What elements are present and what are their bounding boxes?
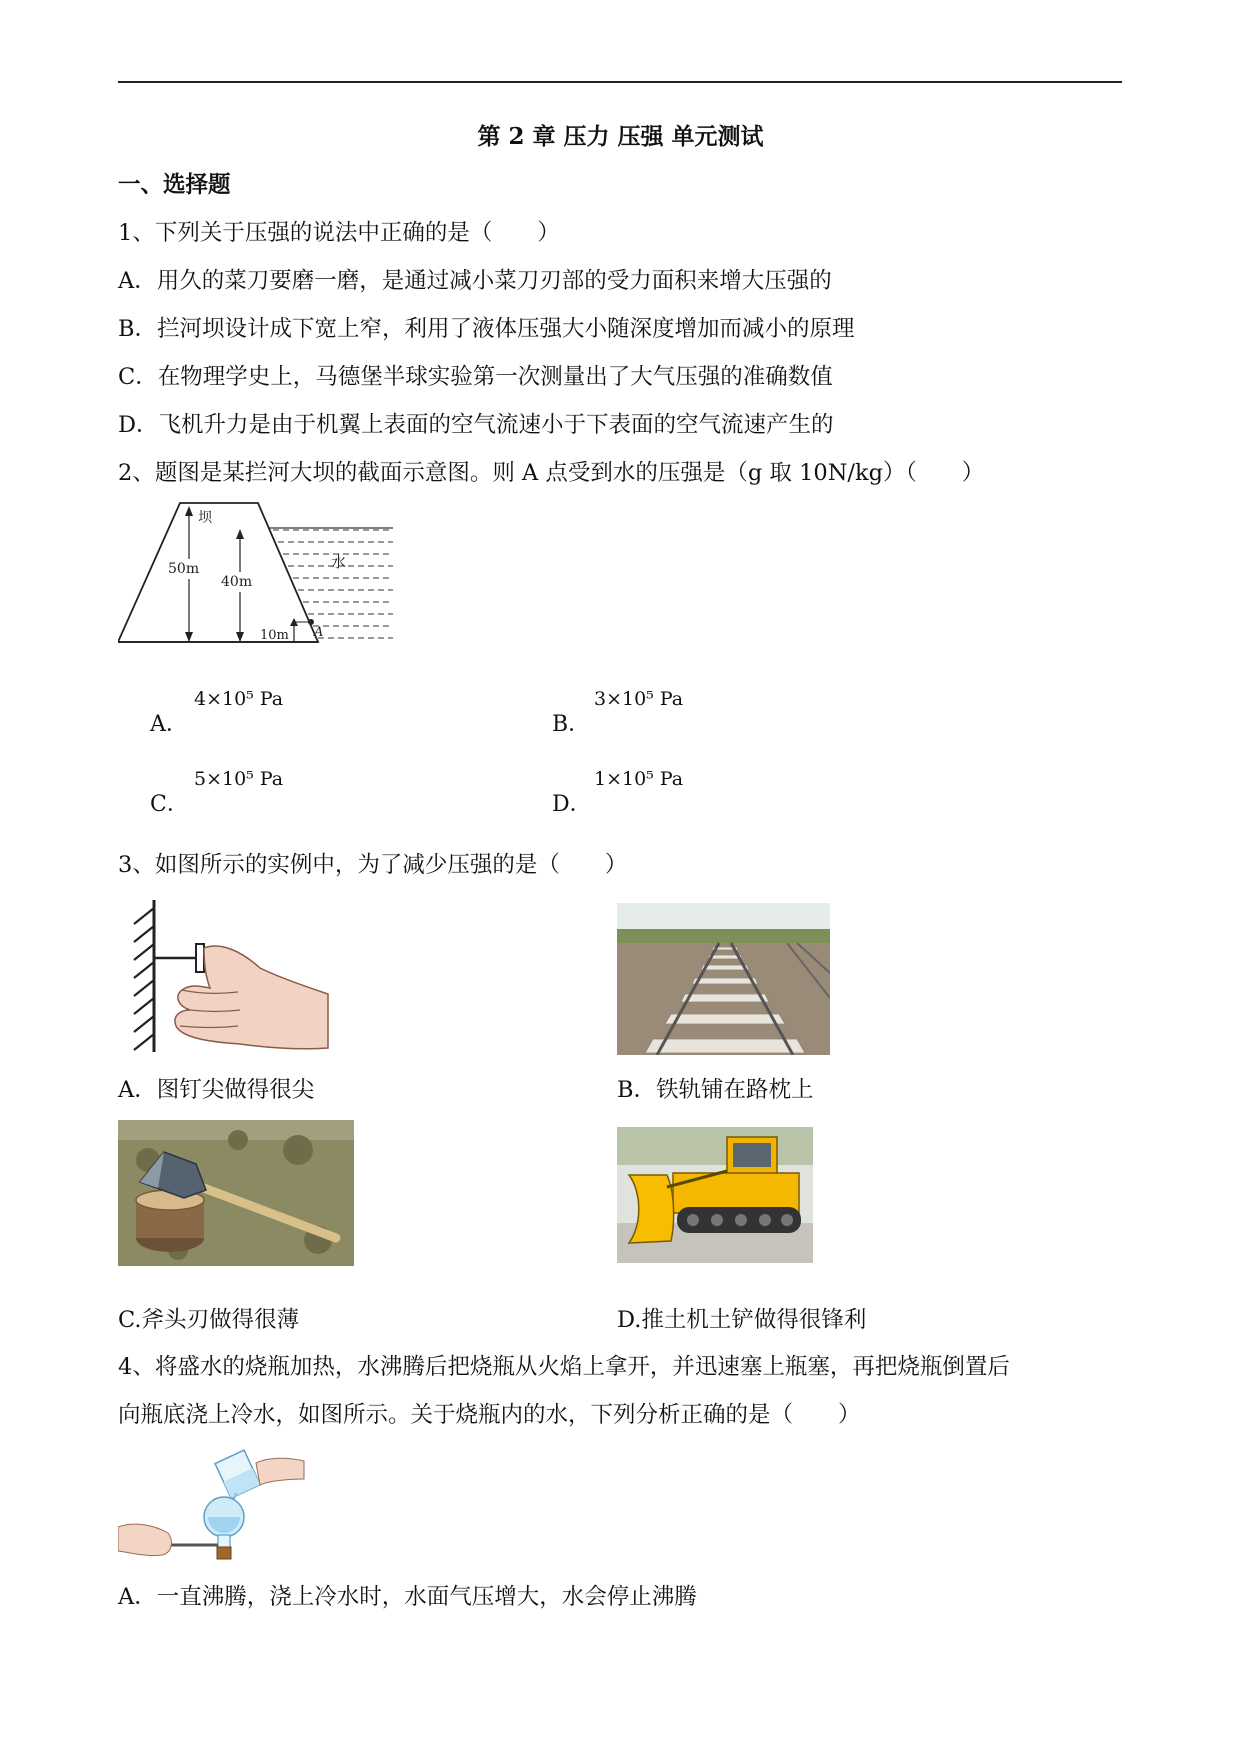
q1-option-c: C．在物理学史上，马德堡半球实验第一次测量出了大气压强的准确数值 (118, 364, 833, 390)
q1-option-b: B．拦河坝设计成下宽上窄，利用了液体压强大小随深度增加而减小的原理 (118, 316, 855, 342)
height-40-label: 40m (221, 574, 253, 590)
q3-option-d: D.推土机土铲做得很锋利 (617, 1307, 867, 1333)
q1-option-d: D．飞机升力是由于机翼上表面的空气流速小于下表面的空气流速产生的 (118, 412, 834, 438)
q3-option-a: A．图钉尖做得很尖 (118, 1077, 315, 1103)
q2-option-d-value: 1×10⁵ Pa (594, 768, 684, 790)
q4-stem-line2: 向瓶底浇上冷水，如图所示。关于烧瓶内的水，下列分析正确的是（ ） (118, 1402, 861, 1428)
dam-label: 坝 (198, 510, 212, 526)
q3-option-b: B．铁轨铺在路枕上 (617, 1077, 814, 1103)
q2-option-c-value: 5×10⁵ Pa (194, 768, 284, 790)
q4-option-a: A．一直沸腾，浇上冷水时，水面气压增大，水会停止沸腾 (118, 1584, 697, 1610)
q2-option-b-letter: B． (552, 712, 591, 737)
q4-stem-line1: 4、将盛水的烧瓶加热，水沸腾后把烧瓶从火焰上拿开，并迅速塞上瓶塞，再把烧瓶倒置后 (118, 1354, 1010, 1380)
q2-stem: 2、题图是某拦河大坝的截面示意图。则 A 点受到水的压强是（g 取 10N/kg）（ ） (118, 460, 985, 486)
q3-option-c: C.斧头刃做得很薄 (118, 1307, 300, 1333)
section-heading: 一、选择题 (118, 172, 231, 198)
point-a-label: A (314, 625, 324, 640)
height-10-label: 10m (260, 628, 289, 643)
dam-diagram (118, 500, 398, 648)
header-rule (118, 81, 1122, 83)
q3-stem: 3、如图所示的实例中，为了减少压强的是（ ） (118, 852, 628, 878)
q1-option-a: A．用久的菜刀要磨一磨，是通过减小菜刀刃部的受力面积来增大压强的 (118, 268, 832, 294)
q2-option-a-value: 4×10⁵ Pa (194, 688, 284, 710)
q2-option-d-letter: D． (552, 792, 592, 817)
dam-shape (118, 503, 318, 642)
height-50-label: 50m (168, 561, 200, 577)
railway-photo (617, 903, 830, 1055)
q1-stem: 1、下列关于压强的说法中正确的是（ ） (118, 220, 560, 246)
water-label: 水 (331, 553, 347, 571)
bulldozer-photo (617, 1127, 813, 1263)
q2-option-b-value: 3×10⁵ Pa (594, 688, 684, 710)
q2-option-c-letter: C． (150, 792, 189, 817)
flask-figure (118, 1445, 308, 1565)
axe-photo (118, 1120, 354, 1266)
pushpin-figure (120, 898, 330, 1056)
page-title: 第 2 章 压力 压强 单元测试 (477, 123, 764, 150)
q2-option-a-letter: A． (150, 712, 188, 737)
